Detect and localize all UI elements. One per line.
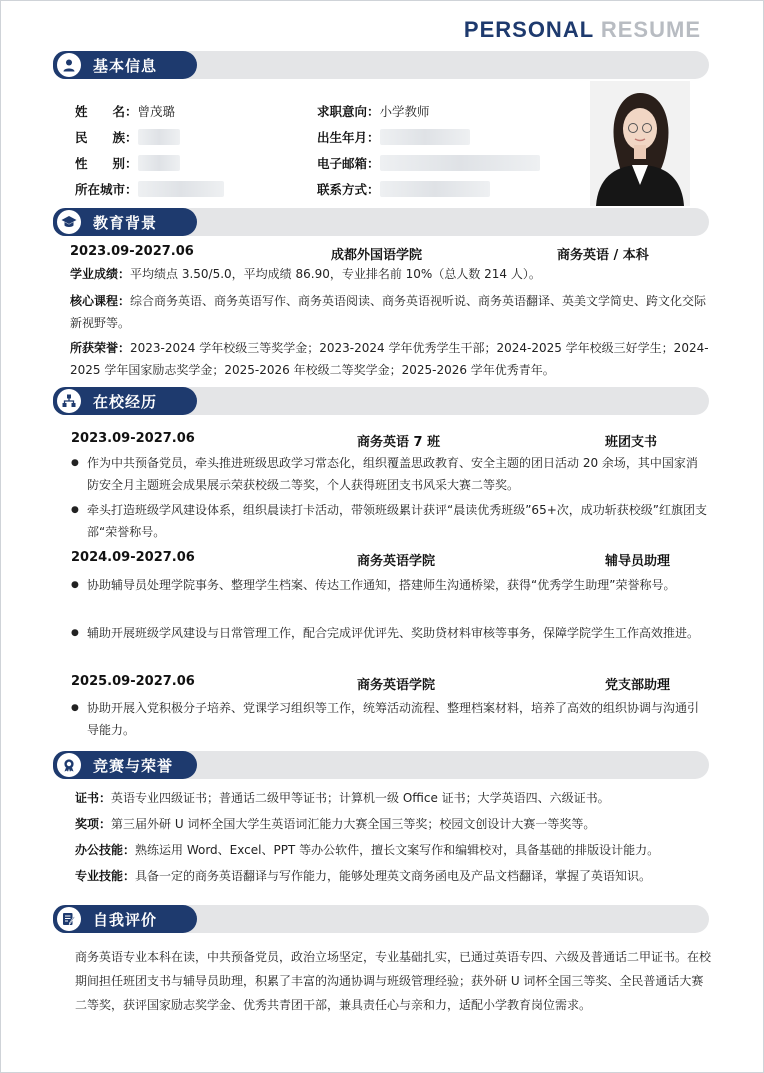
- section-header-awards: [53, 751, 709, 779]
- medal-icon: [57, 753, 81, 777]
- profile-photo: [590, 81, 690, 206]
- campus-date: 2024.09-2027.06: [71, 550, 195, 565]
- campus-org: 商务英语 7 班: [357, 435, 441, 450]
- award-office-skills: 办公技能：熟练运用 Word、Excel、PPT 等办公软件，擅长文案写作和编辑校对，具备基础的排版设计能力。: [75, 843, 660, 857]
- name-value: 曾茂璐: [137, 104, 176, 119]
- list-item: ● 牵头打造班级学风建设体系，组织晨读打卡活动，带领班级累计获评“晨读优秀班级”65+次，成功斩获校级”红旗团支部“荣誉称号。: [71, 499, 709, 543]
- sitemap-icon: [57, 389, 81, 413]
- nation-row: 民 族：: [75, 128, 180, 146]
- award-pro-skills: 专业技能：具备一定的商务英语翻译与写作能力，能够处理英文商务函电及产品文档翻译，掌握了英语知识。: [75, 869, 652, 883]
- campus-org: 商务英语学院: [357, 554, 436, 569]
- edit-note-icon: [57, 907, 81, 931]
- list-item: ● 作为中共预备党员，牵头推进班级思政学习常态化，组织覆盖思政教育、安全主题的团日活动 20 余场，其中国家消防安全月主题班会成果展示荣获校级二等奖，个人获得班团支书风采大赛二等奖。: [71, 452, 709, 496]
- intent-value: 小学教师: [379, 104, 430, 119]
- city-row: 所在城市：: [75, 180, 224, 198]
- section-header-education: [53, 208, 709, 236]
- redacted-value: [380, 155, 540, 171]
- campus-date: 2025.09-2027.06: [71, 674, 195, 689]
- self-evaluation: 商务英语专业本科在读，中共预备党员，政治立场坚定，专业基础扎实，已通过英语专四、六级及普通话二甲证书。在校期间担任班团支书与辅导员助理，积累了丰富的沟通协调与班级管理经验；获外研 U 词杯全国三等奖、全民普通话大赛二等奖，获评国家励志奖学金、优秀共青团干部，兼具责任心与亲和力，适配小学教育岗位需求。: [75, 950, 712, 1012]
- section-title: 基本信息: [93, 56, 158, 75]
- campus-role: 班团支书: [605, 435, 658, 450]
- redacted-value: [138, 181, 224, 197]
- edu-honors: 所获荣誉：2023-2024 学年校级三等奖学金；2023-2024 学年优秀学生干部；2024-2025 学年校级三好学生；2024-2025 学年国家励志奖学金；2025-2026 年校级二等奖学金；2025-2026 学年优秀青年。: [70, 341, 709, 377]
- campus-org: 商务英语学院: [357, 678, 436, 693]
- edu-school: 成都外国语学院: [331, 248, 423, 263]
- edu-date: 2023.09-2027.06: [70, 244, 194, 259]
- section-header-basic: [53, 51, 709, 79]
- list-item: ● 辅助开展班级学风建设与日常管理工作，配合完成评优评先、奖助贷材料审核等事务，保障学院学生工作高效推进。: [71, 622, 709, 644]
- gender-row: 性 别：: [75, 154, 180, 172]
- award-certificates: 证书：英语专业四级证书；普通话二级甲等证书；计算机一级 Office 证书；大学英语四、六级证书。: [75, 791, 610, 805]
- section-header-self: [53, 905, 709, 933]
- campus-role: 辅导员助理: [605, 554, 671, 569]
- list-item: ● 协助辅导员处理学院事务、整理学生档案、传达工作通知，搭建师生沟通桥梁，获得“优秀学生助理”荣誉称号。: [71, 574, 709, 596]
- redacted-value: [138, 155, 180, 171]
- award-prizes: 奖项：第三届外研 U 词杯全国大学生英语词汇能力大赛全国三等奖；校园文创设计大赛一等奖等。: [75, 817, 596, 831]
- email-row: 电子邮箱：: [317, 154, 540, 172]
- section-title: 自我评价: [93, 910, 158, 929]
- banner-personal: PERSONAL: [463, 17, 594, 42]
- section-header-campus: [53, 387, 709, 415]
- edu-score: 学业成绩：平均绩点 3.50/5.0，平均成绩 86.90，专业排名前 10%（总人数 214 人）。: [70, 267, 541, 281]
- section-title: 竞赛与荣誉: [93, 756, 174, 775]
- campus-role: 党支部助理: [605, 678, 671, 693]
- section-title: 在校经历: [93, 392, 158, 411]
- birth-row: 出生年月：: [317, 128, 470, 146]
- redacted-value: [380, 181, 490, 197]
- list-item: ● 协助开展入党积极分子培养、党课学习组织等工作，统筹活动流程、整理档案材料，培养了高效的组织协调与沟通引导能力。: [71, 697, 709, 741]
- name-row: 姓 名： 曾茂璐: [75, 104, 176, 119]
- intent-row: 求职意向： 小学教师: [317, 104, 430, 119]
- resume-banner: [464, 17, 701, 43]
- banner-resume: RESUME: [600, 17, 701, 42]
- user-icon: [57, 53, 81, 77]
- section-title: 教育背景: [93, 213, 158, 232]
- redacted-value: [380, 129, 470, 145]
- graduation-cap-icon: [57, 210, 81, 234]
- redacted-value: [138, 129, 180, 145]
- edu-major: 商务英语 / 本科: [557, 248, 649, 263]
- contact-row: 联系方式：: [317, 180, 490, 198]
- campus-date: 2023.09-2027.06: [71, 431, 195, 446]
- edu-courses: 核心课程：综合商务英语、商务英语写作、商务英语阅读、商务英语视听说、商务英语翻译、英美文学简史、跨文化交际新视野等。: [70, 294, 707, 330]
